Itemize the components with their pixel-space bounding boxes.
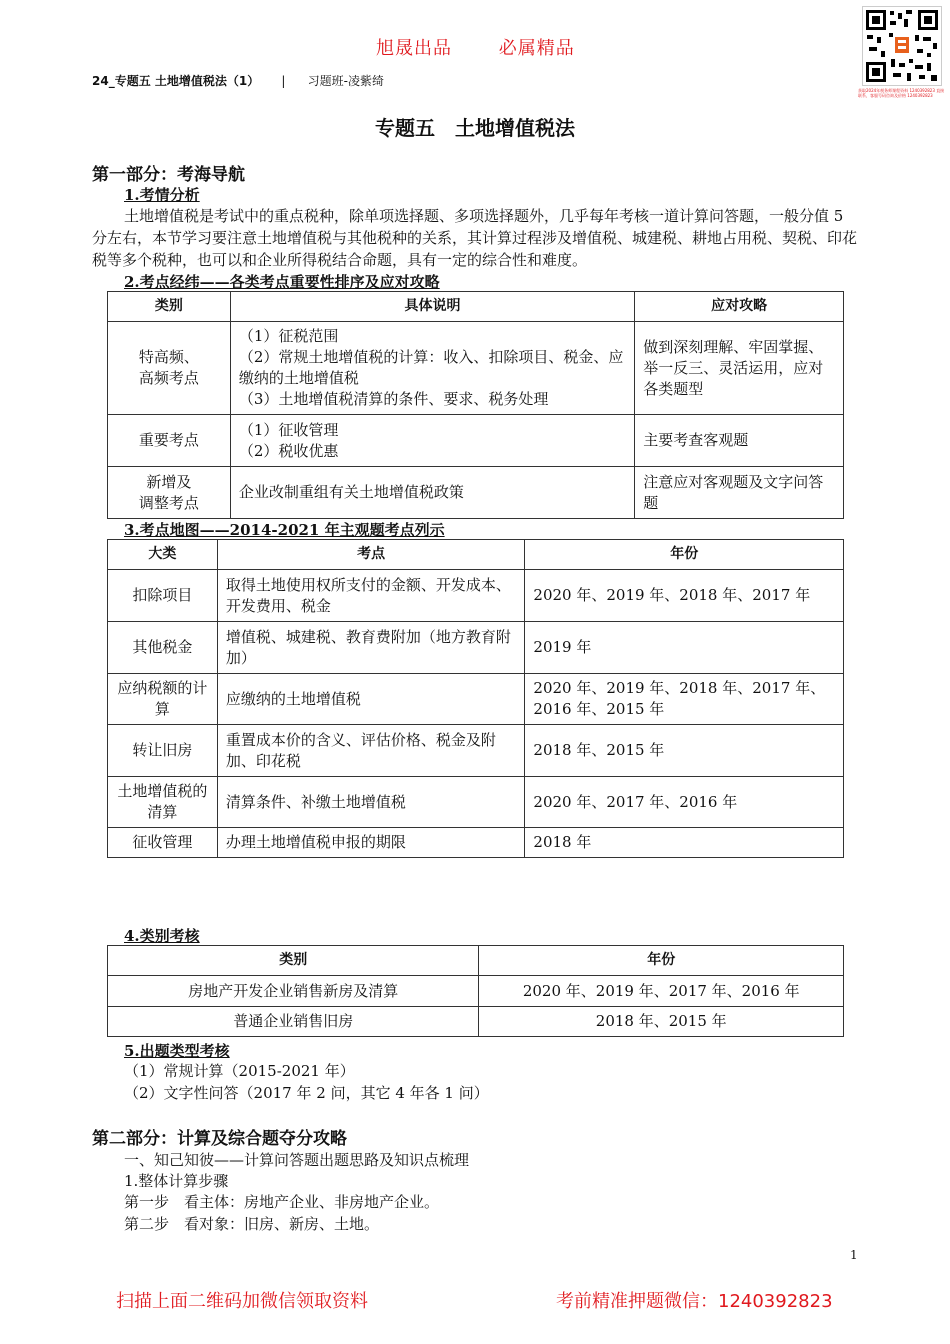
instructor: 习题班-凌紫绮 [307,74,384,88]
cell-category: 特高频、 高频考点 [108,322,231,415]
table-row [108,570,844,622]
cell-year: 2020 年、2017 年、2016 年 [525,777,844,828]
s5-heading: 5.出题类型考核 [124,1042,230,1060]
cell-year: 2020 年、2019 年、2018 年、2017 年、2016 年、2015 年 [525,674,844,725]
th-category: 类别 [108,946,479,976]
cell-major: 应纳税额的计算 [108,674,218,725]
th-category: 类别 [108,292,231,322]
cell-category: 重要考点 [108,415,231,467]
table-exam-map [107,539,844,858]
th-point: 考点 [217,540,525,570]
table-row [108,976,844,1007]
running-header [92,72,384,89]
cell-point: 应缴纳的土地增值税 [217,674,525,725]
page-title: 专题五 土地增值税法 [375,116,575,140]
table-row [108,725,844,777]
table-row [108,467,844,519]
table-row [108,322,844,415]
s1-paragraph: 土地增值税是考试中的重点税种，除单项选择题、多项选择题外，几乎每年考核一道计算问答题，一般分值 5 分左右，本节学习要注意土地增值税与其他税种的关系，其计算过程涉及增值税、城建税、耕地占用税、契税、印花税等多个税种，也可以和企业所得税结合命题，具有一定的综合性和难度。 [92,207,858,269]
cell-category: 新增及 调整考点 [108,467,231,519]
s5-line-2: （2）文字性问答（2017 年 2 问，其它 4 年各 1 问） [124,1084,489,1102]
cell-strategy: 注意应对客观题及文字问答题 [635,467,844,519]
table-row [108,674,844,725]
qr-note: 获取2024年税务师课程资料 1240392823 直接联系，客服号码咨询及价格 1240392823 [858,88,945,98]
s4-heading: 4.类别考核 [124,927,200,945]
table-row [108,622,844,674]
table-category-exam [107,945,844,1037]
cell-point: 增值税、城建税、教育费附加（地方教育附加） [217,622,525,674]
cell-category: 房地产开发企业销售新房及清算 [108,976,479,1007]
table-key-points [107,291,844,519]
cell-year: 2018 年、2015 年 [525,725,844,777]
part2-line-2: 1.整体计算步骤 [124,1172,229,1190]
th-year: 年份 [525,540,844,570]
part2-line-3: 第一步 看主体：房地产企业、非房地产企业。 [124,1193,440,1211]
cell-year: 2019 年 [525,622,844,674]
cell-major: 征收管理 [108,828,218,858]
cell-major: 其他税金 [108,622,218,674]
cell-point: 重置成本价的含义、评估价格、税金及附加、印花税 [217,725,525,777]
th-description: 具体说明 [230,292,634,322]
cell-year: 2018 年 [525,828,844,858]
s3-heading: 3.考点地图——2014-2021 年主观题考点列示 [124,521,445,539]
qr-code-icon[interactable] [862,6,942,86]
table-row [108,777,844,828]
s5-line-1: （1）常规计算（2015-2021 年） [124,1062,355,1080]
th-major: 大类 [108,540,218,570]
footer-left: 扫描上面二维码加微信领取资料 [116,1291,368,1312]
cell-point: 清算条件、补缴土地增值税 [217,777,525,828]
course-name: 24_专题五 土地增值税法（1） [92,74,260,88]
top-banner [376,34,615,60]
banner-left: 旭晟出品 [376,38,452,59]
th-strategy: 应对攻略 [635,292,844,322]
th-year: 年份 [479,946,844,976]
cell-strategy: 做到深刻理解、牢固掌握、举一反三、灵活运用，应对各类题型 [635,322,844,415]
table-row [108,828,844,858]
cell-year: 2020 年、2019 年、2017 年、2016 年 [479,976,844,1007]
cell-point: 办理土地增值税申报的期限 [217,828,525,858]
cell-year: 2018 年、2015 年 [479,1007,844,1037]
part2-heading: 第二部分：计算及综合题夺分攻略 [92,1129,347,1149]
footer-right: 考前精准押题微信：1240392823 [556,1291,833,1312]
cell-major: 转让旧房 [108,725,218,777]
cell-year: 2020 年、2019 年、2018 年、2017 年 [525,570,844,622]
table-row [108,415,844,467]
cell-major: 土地增值税的清算 [108,777,218,828]
cell-strategy: 主要考查客观题 [635,415,844,467]
s1-heading: 1.考情分析 [124,186,200,204]
page-number: 1 [850,1248,858,1262]
cell-description: （1）征税范围 （2）常规土地增值税的计算：收入、扣除项目、税金、应缴纳的土地增值税 （3）土地增值税清算的条件、要求、税务处理 [230,322,634,415]
s2-heading: 2.考点经纬——各类考点重要性排序及应对攻略 [124,273,440,291]
cell-description: （1）征收管理 （2）税收优惠 [230,415,634,467]
banner-right: 必属精品 [498,38,575,59]
header-separator: | [281,74,286,88]
cell-point: 取得土地使用权所支付的金额、开发成本、开发费用、税金 [217,570,525,622]
part1-heading: 第一部分：考海导航 [92,165,245,185]
cell-description: 企业改制重组有关土地增值税政策 [230,467,634,519]
table-row [108,1007,844,1037]
cell-major: 扣除项目 [108,570,218,622]
cell-category: 普通企业销售旧房 [108,1007,479,1037]
part2-line-1: 一、知己知彼——计算问答题出题思路及知识点梳理 [124,1151,470,1169]
part2-line-4: 第二步 看对象：旧房、新房、土地。 [124,1215,380,1233]
